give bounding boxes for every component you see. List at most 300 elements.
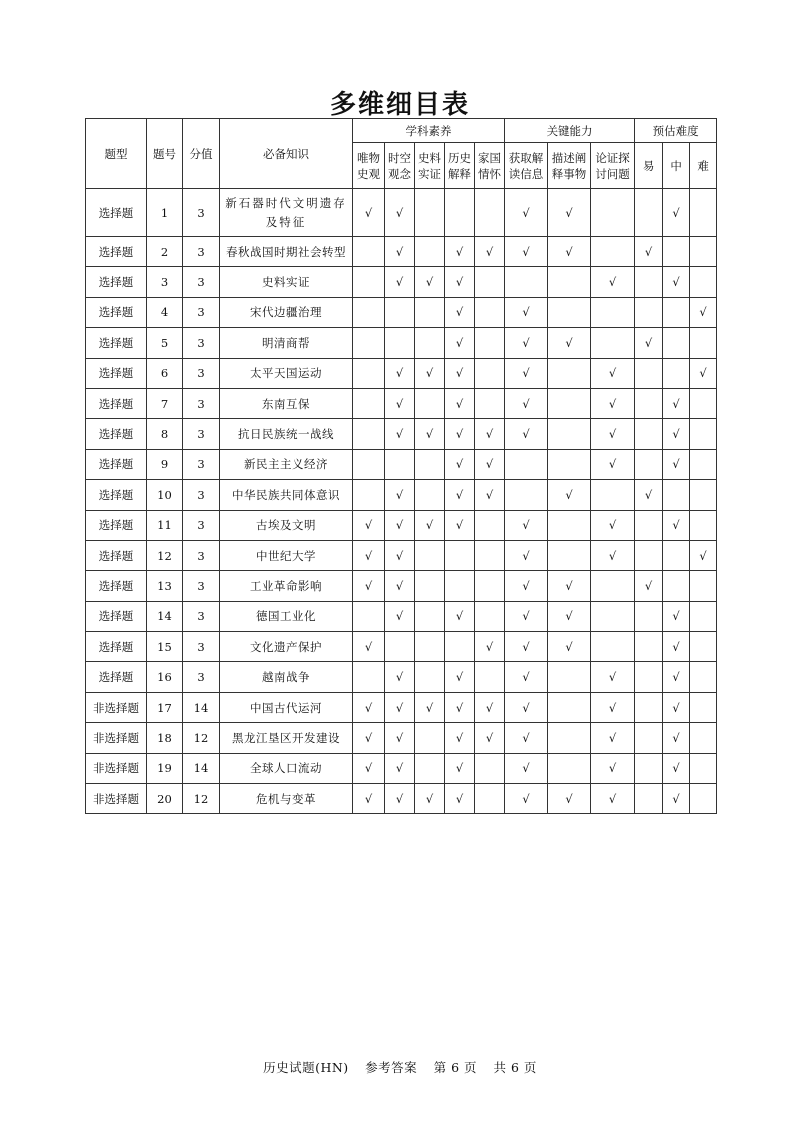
cell-score: 3 [183, 632, 220, 662]
check-cell [353, 449, 385, 479]
table-row [86, 237, 717, 267]
cell-knowledge: 明清商帮 [220, 328, 353, 358]
cell-knowledge: 文化遗产保护 [220, 632, 353, 662]
check-cell [635, 419, 663, 449]
check-cell [353, 267, 385, 297]
table-row [86, 692, 717, 722]
check-cell [663, 571, 690, 601]
check-cell: √ [505, 662, 548, 692]
check-cell: √ [353, 723, 385, 753]
table-row [86, 419, 717, 449]
check-cell [591, 571, 635, 601]
check-cell [445, 632, 475, 662]
cell-number: 3 [147, 267, 183, 297]
check-cell: √ [385, 692, 415, 722]
check-cell: √ [445, 237, 475, 267]
check-cell [690, 662, 717, 692]
check-cell: √ [445, 388, 475, 418]
cell-score: 3 [183, 358, 220, 388]
check-cell: √ [385, 571, 415, 601]
cell-number: 9 [147, 449, 183, 479]
check-cell: √ [505, 753, 548, 783]
header-ability-2: 描述阐释事物 [548, 143, 591, 189]
check-cell: √ [445, 753, 475, 783]
check-cell: √ [353, 692, 385, 722]
check-cell: √ [635, 571, 663, 601]
check-cell [415, 601, 445, 631]
header-literacy-4: 历史解释 [445, 143, 475, 189]
check-cell: √ [663, 753, 690, 783]
check-cell: √ [591, 388, 635, 418]
check-cell [690, 723, 717, 753]
check-cell [690, 753, 717, 783]
check-cell: √ [663, 267, 690, 297]
check-cell: √ [548, 189, 591, 237]
check-cell [415, 237, 445, 267]
check-cell: √ [663, 388, 690, 418]
header-literacy-5: 家国情怀 [475, 143, 505, 189]
table-row [86, 267, 717, 297]
cell-number: 15 [147, 632, 183, 662]
cell-type: 非选择题 [86, 723, 147, 753]
table-row [86, 601, 717, 631]
check-cell: √ [475, 237, 505, 267]
check-cell [475, 510, 505, 540]
footer-page: 第 6 页 [433, 1060, 478, 1075]
check-cell: √ [385, 662, 415, 692]
cell-number: 11 [147, 510, 183, 540]
cell-type: 非选择题 [86, 753, 147, 783]
check-cell: √ [635, 237, 663, 267]
cell-knowledge: 危机与变革 [220, 784, 353, 814]
check-cell: √ [505, 358, 548, 388]
check-cell: √ [353, 510, 385, 540]
check-cell [505, 480, 548, 510]
check-cell [690, 510, 717, 540]
cell-score: 3 [183, 571, 220, 601]
cell-number: 18 [147, 723, 183, 753]
check-cell: √ [591, 753, 635, 783]
cell-score: 3 [183, 328, 220, 358]
check-cell [475, 267, 505, 297]
check-cell: √ [505, 571, 548, 601]
check-cell: √ [505, 784, 548, 814]
check-cell: √ [663, 510, 690, 540]
check-cell [415, 571, 445, 601]
check-cell: √ [548, 237, 591, 267]
cell-number: 5 [147, 328, 183, 358]
check-cell: √ [475, 723, 505, 753]
cell-number: 20 [147, 784, 183, 814]
check-cell [475, 388, 505, 418]
check-cell: √ [415, 358, 445, 388]
cell-knowledge: 春秋战国时期社会转型 [220, 237, 353, 267]
cell-number: 7 [147, 388, 183, 418]
cell-number: 2 [147, 237, 183, 267]
check-cell: √ [445, 784, 475, 814]
check-cell: √ [548, 632, 591, 662]
check-cell [663, 480, 690, 510]
check-cell: √ [635, 328, 663, 358]
cell-score: 14 [183, 753, 220, 783]
check-cell [591, 189, 635, 237]
cell-score: 3 [183, 189, 220, 237]
check-cell [353, 328, 385, 358]
cell-type: 选择题 [86, 267, 147, 297]
cell-knowledge: 新石器时代文明遗存及特征 [220, 189, 353, 237]
table-row [86, 753, 717, 783]
check-cell [591, 480, 635, 510]
cell-type: 选择题 [86, 540, 147, 570]
check-cell: √ [445, 328, 475, 358]
check-cell: √ [385, 388, 415, 418]
check-cell [548, 419, 591, 449]
check-cell: √ [591, 358, 635, 388]
check-cell: √ [548, 571, 591, 601]
check-cell: √ [385, 510, 415, 540]
footer-subject: 历史试题(HN) [263, 1060, 349, 1075]
check-cell [548, 692, 591, 722]
check-cell: √ [690, 297, 717, 327]
check-cell [475, 358, 505, 388]
check-cell: √ [385, 189, 415, 237]
check-cell: √ [445, 449, 475, 479]
check-cell [663, 540, 690, 570]
cell-number: 17 [147, 692, 183, 722]
cell-score: 3 [183, 388, 220, 418]
cell-score: 14 [183, 692, 220, 722]
check-cell: √ [385, 753, 415, 783]
check-cell: √ [385, 540, 415, 570]
cell-number: 4 [147, 297, 183, 327]
check-cell [690, 328, 717, 358]
check-cell: √ [415, 784, 445, 814]
check-cell: √ [445, 601, 475, 631]
cell-type: 选择题 [86, 449, 147, 479]
check-cell [690, 237, 717, 267]
check-cell [475, 571, 505, 601]
check-cell: √ [591, 419, 635, 449]
cell-type: 选择题 [86, 297, 147, 327]
check-cell: √ [663, 784, 690, 814]
cell-knowledge: 中国古代运河 [220, 692, 353, 722]
check-cell: √ [385, 784, 415, 814]
check-cell: √ [505, 632, 548, 662]
check-cell: √ [385, 419, 415, 449]
table-body [86, 189, 717, 814]
check-cell: √ [445, 297, 475, 327]
check-cell [415, 449, 445, 479]
check-cell [663, 328, 690, 358]
cell-type: 非选择题 [86, 692, 147, 722]
check-cell: √ [353, 189, 385, 237]
check-cell [591, 297, 635, 327]
cell-type: 选择题 [86, 419, 147, 449]
page-title: 多维细目表 [329, 90, 470, 120]
check-cell: √ [663, 601, 690, 631]
check-cell [548, 388, 591, 418]
cell-score: 3 [183, 237, 220, 267]
table-row [86, 540, 717, 570]
table-row [86, 723, 717, 753]
check-cell [353, 388, 385, 418]
check-cell: √ [548, 601, 591, 631]
header-literacy-3: 史料实证 [415, 143, 445, 189]
check-cell: √ [663, 419, 690, 449]
check-cell [353, 358, 385, 388]
check-cell: √ [548, 328, 591, 358]
check-cell: √ [505, 328, 548, 358]
check-cell: √ [415, 692, 445, 722]
cell-knowledge: 越南战争 [220, 662, 353, 692]
cell-type: 非选择题 [86, 784, 147, 814]
cell-type: 选择题 [86, 480, 147, 510]
check-cell: √ [415, 510, 445, 540]
check-cell [475, 753, 505, 783]
check-cell [635, 632, 663, 662]
check-cell [475, 601, 505, 631]
check-cell [353, 480, 385, 510]
check-cell: √ [475, 419, 505, 449]
header-group-literacy: 学科素养 [353, 119, 505, 143]
check-cell [690, 601, 717, 631]
check-cell: √ [663, 632, 690, 662]
table-row [86, 388, 717, 418]
check-cell [475, 662, 505, 692]
table-row [86, 297, 717, 327]
check-cell [415, 328, 445, 358]
check-cell: √ [385, 267, 415, 297]
check-cell [415, 388, 445, 418]
check-cell [475, 189, 505, 237]
header-ability-3: 论证探讨问题 [591, 143, 635, 189]
cell-knowledge: 工业革命影响 [220, 571, 353, 601]
check-cell [635, 784, 663, 814]
check-cell: √ [445, 419, 475, 449]
cell-score: 3 [183, 540, 220, 570]
cell-type: 选择题 [86, 358, 147, 388]
cell-type: 选择题 [86, 328, 147, 358]
cell-type: 选择题 [86, 601, 147, 631]
check-cell: √ [445, 480, 475, 510]
check-cell [690, 189, 717, 237]
check-cell: √ [505, 189, 548, 237]
check-cell: √ [415, 419, 445, 449]
check-cell [548, 753, 591, 783]
cell-knowledge: 中华民族共同体意识 [220, 480, 353, 510]
check-cell: √ [505, 297, 548, 327]
cell-type: 选择题 [86, 189, 147, 237]
cell-type: 选择题 [86, 662, 147, 692]
cell-score: 3 [183, 510, 220, 540]
check-cell: √ [353, 571, 385, 601]
check-cell [591, 632, 635, 662]
check-cell [415, 723, 445, 753]
check-cell: √ [505, 237, 548, 267]
check-cell [505, 449, 548, 479]
check-cell: √ [385, 358, 415, 388]
check-cell [505, 267, 548, 297]
check-cell [353, 601, 385, 631]
cell-score: 3 [183, 480, 220, 510]
check-cell: √ [591, 662, 635, 692]
table-row [86, 328, 717, 358]
header-ability-1: 获取解读信息 [505, 143, 548, 189]
cell-type: 选择题 [86, 632, 147, 662]
check-cell [663, 237, 690, 267]
cell-knowledge: 东南互保 [220, 388, 353, 418]
check-cell [635, 449, 663, 479]
check-cell [690, 388, 717, 418]
cell-number: 8 [147, 419, 183, 449]
check-cell: √ [663, 692, 690, 722]
check-cell [635, 753, 663, 783]
check-cell: √ [591, 510, 635, 540]
check-cell [635, 297, 663, 327]
check-cell [415, 297, 445, 327]
check-cell [663, 358, 690, 388]
check-cell: √ [591, 449, 635, 479]
check-cell [690, 784, 717, 814]
footer-total: 共 6 页 [493, 1060, 537, 1075]
cell-score: 3 [183, 601, 220, 631]
table-row [86, 632, 717, 662]
check-cell [385, 632, 415, 662]
detail-table [85, 118, 717, 814]
check-cell: √ [475, 692, 505, 722]
check-cell [353, 419, 385, 449]
check-cell [663, 297, 690, 327]
cell-number: 10 [147, 480, 183, 510]
table-row [86, 480, 717, 510]
check-cell: √ [353, 784, 385, 814]
footer-answer: 参考答案 [365, 1060, 418, 1075]
cell-type: 选择题 [86, 388, 147, 418]
check-cell: √ [505, 419, 548, 449]
check-cell [415, 662, 445, 692]
check-cell [475, 297, 505, 327]
cell-number: 12 [147, 540, 183, 570]
check-cell [548, 449, 591, 479]
check-cell [445, 540, 475, 570]
check-cell: √ [663, 723, 690, 753]
check-cell: √ [663, 662, 690, 692]
header-difficulty-medium: 中 [663, 143, 690, 189]
table-row [86, 189, 717, 237]
check-cell: √ [445, 662, 475, 692]
check-cell: √ [591, 723, 635, 753]
check-cell [353, 297, 385, 327]
check-cell [690, 571, 717, 601]
check-cell: √ [445, 723, 475, 753]
check-cell [415, 540, 445, 570]
check-cell: √ [690, 358, 717, 388]
cell-number: 14 [147, 601, 183, 631]
header-literacy-1: 唯物史观 [353, 143, 385, 189]
check-cell: √ [445, 510, 475, 540]
check-cell [548, 540, 591, 570]
check-cell: √ [385, 601, 415, 631]
header-difficulty-hard: 难 [690, 143, 717, 189]
check-cell [385, 449, 415, 479]
check-cell [635, 601, 663, 631]
page-footer [0, 1058, 800, 1076]
header-difficulty-easy: 易 [635, 143, 663, 189]
check-cell [353, 662, 385, 692]
check-cell: √ [475, 480, 505, 510]
cell-type: 选择题 [86, 510, 147, 540]
check-cell [353, 237, 385, 267]
check-cell: √ [505, 601, 548, 631]
check-cell [445, 571, 475, 601]
cell-knowledge: 抗日民族统一战线 [220, 419, 353, 449]
check-cell [690, 449, 717, 479]
check-cell: √ [591, 692, 635, 722]
check-cell [385, 297, 415, 327]
check-cell: √ [591, 267, 635, 297]
cell-type: 选择题 [86, 237, 147, 267]
cell-knowledge: 史料实证 [220, 267, 353, 297]
cell-score: 3 [183, 662, 220, 692]
cell-knowledge: 新民主主义经济 [220, 449, 353, 479]
check-cell: √ [591, 784, 635, 814]
table-row [86, 358, 717, 388]
check-cell [690, 267, 717, 297]
cell-score: 3 [183, 449, 220, 479]
table-row [86, 662, 717, 692]
cell-score: 3 [183, 267, 220, 297]
check-cell: √ [475, 449, 505, 479]
check-cell [635, 510, 663, 540]
check-cell [548, 723, 591, 753]
cell-number: 6 [147, 358, 183, 388]
check-cell: √ [505, 692, 548, 722]
cell-knowledge: 德国工业化 [220, 601, 353, 631]
table-row [86, 510, 717, 540]
check-cell: √ [690, 540, 717, 570]
check-cell [415, 753, 445, 783]
check-cell: √ [445, 358, 475, 388]
header-group-ability: 关键能力 [505, 119, 635, 143]
check-cell: √ [663, 189, 690, 237]
check-cell [690, 419, 717, 449]
check-cell: √ [505, 388, 548, 418]
check-cell: √ [385, 237, 415, 267]
check-cell [475, 784, 505, 814]
header-number: 题号 [147, 119, 183, 189]
header-knowledge: 必备知识 [220, 119, 353, 189]
check-cell [415, 189, 445, 237]
check-cell: √ [445, 692, 475, 722]
cell-score: 12 [183, 723, 220, 753]
header-group-difficulty: 预估难度 [635, 119, 717, 143]
check-cell [591, 237, 635, 267]
cell-knowledge: 中世纪大学 [220, 540, 353, 570]
check-cell [690, 480, 717, 510]
check-cell: √ [663, 449, 690, 479]
check-cell [548, 358, 591, 388]
table-row [86, 784, 717, 814]
check-cell [690, 632, 717, 662]
check-cell: √ [591, 540, 635, 570]
cell-score: 12 [183, 784, 220, 814]
check-cell: √ [505, 540, 548, 570]
cell-knowledge: 宋代边疆治理 [220, 297, 353, 327]
check-cell [475, 540, 505, 570]
check-cell [591, 328, 635, 358]
cell-score: 3 [183, 419, 220, 449]
cell-knowledge: 全球人口流动 [220, 753, 353, 783]
